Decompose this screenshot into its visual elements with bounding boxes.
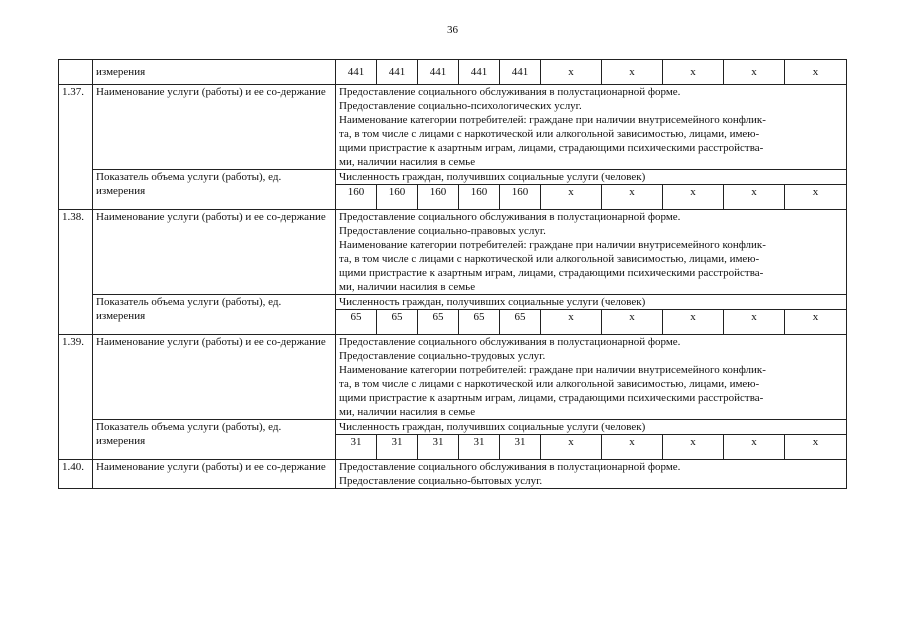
table-row	[59, 170, 847, 185]
description-line: Предоставление социального обслуживания в полустационарной форме.	[339, 461, 681, 473]
description-line: щими пристрастие к азартным играм, лицами, страдающими психическими расстройства-	[339, 142, 764, 154]
description-line: Предоставление социального обслуживания в полустационарной форме.	[339, 86, 681, 98]
table-row	[59, 420, 847, 435]
table-row	[59, 295, 847, 310]
description-line: Предоставление социально-правовых услуг.	[339, 225, 546, 237]
value-cell: 31	[500, 435, 541, 460]
value-cell: 441	[336, 60, 377, 85]
service-description	[336, 210, 847, 295]
indicator-label: Показатель объема услуги (работы), ед. измерения	[93, 170, 336, 210]
value-cell: 160	[418, 185, 459, 210]
table-row	[59, 85, 847, 170]
value-cell: 65	[459, 310, 500, 335]
value-cell: x	[785, 185, 847, 210]
description-line: Наименование категории потребителей: граждане при наличии внутрисемейного конфлик-	[339, 364, 766, 376]
value-cell: x	[602, 60, 663, 85]
description-line: Предоставление социально-трудовых услуг.	[339, 350, 546, 362]
table-row	[59, 210, 847, 295]
description-line: та, в том числе с лицами с наркотической или алкогольной зависимостью, лицами, имею-	[339, 128, 760, 140]
value-cell: 160	[377, 185, 418, 210]
value-cell: 441	[459, 60, 500, 85]
measure-text: Численность граждан, получивших социальные услуги (человек)	[336, 420, 847, 435]
service-description	[336, 460, 847, 489]
indicator-label: Показатель объема услуги (работы), ед. измерения	[93, 295, 336, 335]
value-cell: x	[724, 185, 785, 210]
value-cell: 441	[500, 60, 541, 85]
value-cell: x	[724, 310, 785, 335]
value-cell: 65	[336, 310, 377, 335]
value-cell: x	[663, 185, 724, 210]
value-cell: x	[541, 435, 602, 460]
item-number: 1.37.	[59, 85, 93, 210]
item-number: 1.40.	[59, 460, 93, 489]
description-line: та, в том числе с лицами с наркотической или алкогольной зависимостью, лицами, имею-	[339, 378, 760, 390]
description-line: Предоставление социального обслуживания в полустационарной форме.	[339, 336, 681, 348]
value-cell: 31	[418, 435, 459, 460]
service-name-label: Наименование услуги (работы) и ее со-держание	[93, 335, 336, 420]
value-cell: 160	[500, 185, 541, 210]
value-cell: x	[785, 60, 847, 85]
service-name-label: Наименование услуги (работы) и ее со-держание	[93, 460, 336, 489]
description-line: ми, наличии насилия в семье	[339, 406, 476, 418]
value-cell: x	[663, 60, 724, 85]
service-name-label: Наименование услуги (работы) и ее со-держание	[93, 85, 336, 170]
value-cell: 160	[459, 185, 500, 210]
value-cell: x	[724, 435, 785, 460]
value-cell: x	[541, 185, 602, 210]
value-cell: x	[785, 310, 847, 335]
value-cell: 31	[336, 435, 377, 460]
value-cell: x	[602, 310, 663, 335]
description-line: щими пристрастие к азартным играм, лицами, страдающими психическими расстройства-	[339, 267, 764, 279]
value-cell: x	[541, 310, 602, 335]
page-number: 36	[447, 24, 458, 36]
value-cell: 31	[459, 435, 500, 460]
services-table	[58, 59, 847, 489]
description-line: Наименование категории потребителей: граждане при наличии внутрисемейного конфлик-	[339, 114, 766, 126]
table-row	[59, 60, 847, 85]
value-cell: x	[663, 435, 724, 460]
row-label: измерения	[93, 60, 336, 85]
description-line: Наименование категории потребителей: граждане при наличии внутрисемейного конфлик-	[339, 239, 766, 251]
value-cell: 160	[336, 185, 377, 210]
indicator-label: Показатель объема услуги (работы), ед. измерения	[93, 420, 336, 460]
description-line: Предоставление социально-психологических услуг.	[339, 100, 582, 112]
value-cell: 65	[418, 310, 459, 335]
table-row	[59, 335, 847, 420]
value-cell: x	[663, 310, 724, 335]
value-cell: 65	[500, 310, 541, 335]
value-cell: 441	[418, 60, 459, 85]
description-line: Предоставление социального обслуживания в полустационарной форме.	[339, 211, 681, 223]
value-cell: x	[724, 60, 785, 85]
value-cell: x	[602, 435, 663, 460]
table-row	[59, 460, 847, 489]
description-line: щими пристрастие к азартным играм, лицами, страдающими психическими расстройства-	[339, 392, 764, 404]
item-number: 1.38.	[59, 210, 93, 335]
service-name-label: Наименование услуги (работы) и ее со-держание	[93, 210, 336, 295]
description-line: ми, наличии насилия в семье	[339, 281, 476, 293]
value-cell: x	[541, 60, 602, 85]
service-description	[336, 85, 847, 170]
value-cell: x	[602, 185, 663, 210]
item-number-cell	[59, 60, 93, 85]
value-cell: 31	[377, 435, 418, 460]
value-cell: x	[785, 435, 847, 460]
description-line: ми, наличии насилия в семье	[339, 156, 476, 168]
description-line: Предоставление социально-бытовых услуг.	[339, 475, 543, 487]
value-cell: 65	[377, 310, 418, 335]
measure-text: Численность граждан, получивших социальные услуги (человек)	[336, 295, 847, 310]
value-cell: 441	[377, 60, 418, 85]
service-description	[336, 335, 847, 420]
description-line: та, в том числе с лицами с наркотической или алкогольной зависимостью, лицами, имею-	[339, 253, 760, 265]
measure-text: Численность граждан, получивших социальные услуги (человек)	[336, 170, 847, 185]
item-number: 1.39.	[59, 335, 93, 460]
